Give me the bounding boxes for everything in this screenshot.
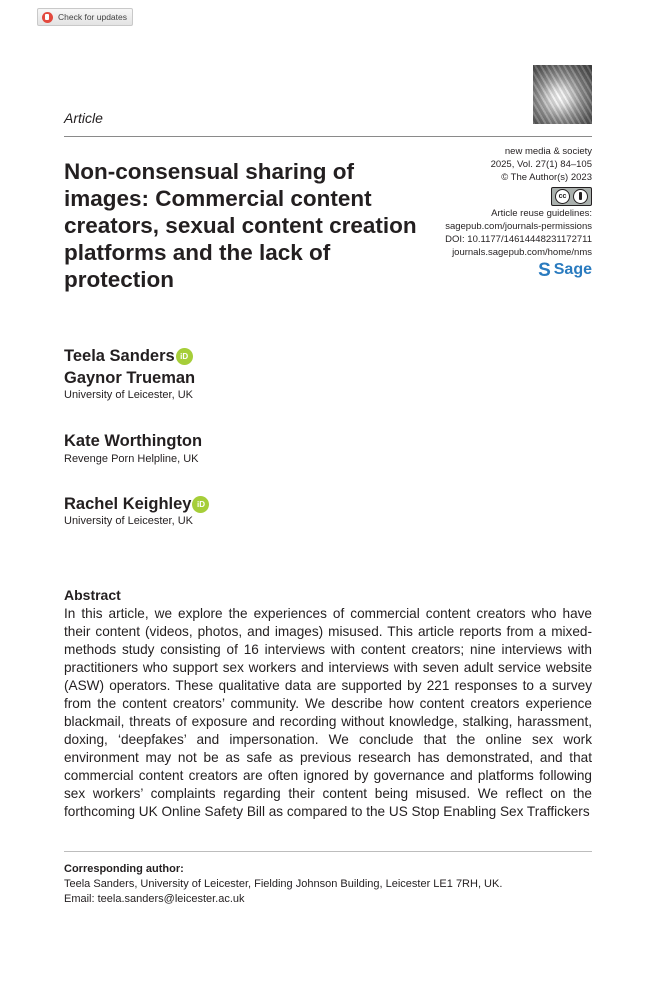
corresponding-author-address: Teela Sanders, University of Leicester, Fielding Johnson Building, Leicester LE1 7RH, UK. bbox=[64, 878, 503, 890]
footnote-divider bbox=[64, 851, 592, 852]
check-for-updates-badge[interactable] bbox=[37, 8, 133, 26]
abstract-heading: Abstract bbox=[64, 587, 121, 603]
sage-mark-icon: S bbox=[538, 259, 551, 281]
author-name: Kate Worthington bbox=[64, 432, 203, 450]
author-name: Gaynor Trueman bbox=[64, 369, 196, 387]
abstract-text: In this article, we explore the experiences of commercial content creators who have their content (videos, photos, and images) misused. This article reports from a mixed-methods study consisting of 16 interviews with content creators; nine interviews with practitioners who support sex workers and interviews with seven adult service website (ASW) operators. These qualitative data are supported by 221 responses to a survey from the content creators’ community. We describe how content creators experience blackmail, threats of exposure and recording without knowledge, stalking, harassment, doxing, ‘deepfakes’ and impersonation. We conclude that the online sex work environment may not be as safe as previous research has demonstrated, and that commercial content creators are often ignored by governance and platforms following sex workers’ complaints regarding their content being misused. We reflect on the forthcoming UK Online Safety Bill as compared to the US Stop Enabling Sex Traffickers bbox=[64, 606, 592, 819]
author-name: Rachel Keighley bbox=[64, 495, 192, 513]
bookmark-icon bbox=[42, 12, 53, 23]
corresponding-author-heading: Corresponding author: bbox=[64, 863, 184, 875]
journal-homepage-link[interactable]: journals.sagepub.com/home/nms bbox=[452, 246, 592, 258]
affiliation-university-of-leicester: University of Leicester, UK bbox=[64, 515, 193, 527]
journal-cover-image bbox=[533, 65, 592, 124]
creative-commons-by-icon bbox=[573, 189, 588, 204]
doi-link[interactable]: DOI: 10.1177/14614448231172711 bbox=[445, 233, 592, 245]
journal-citation: 2025, Vol. 27(1) 84–105 bbox=[490, 158, 592, 170]
journal-name: new media & society bbox=[504, 146, 592, 157]
author-name: Teela Sanders bbox=[64, 347, 175, 365]
sage-logo bbox=[538, 259, 592, 281]
cc-icon: cc bbox=[555, 189, 570, 204]
header-divider bbox=[64, 136, 592, 137]
article-title: Non-consensual sharing of images: Commercial content creators, sexual content creation platforms and the lack of protection bbox=[64, 159, 417, 292]
permissions-link[interactable]: sagepub.com/journals-permissions bbox=[445, 221, 592, 233]
orcid-icon[interactable]: iD bbox=[176, 348, 193, 365]
creative-commons-badge[interactable] bbox=[551, 187, 592, 206]
orcid-icon[interactable]: iD bbox=[192, 496, 209, 513]
affiliation-revenge-porn-helpline: Revenge Porn Helpline, UK bbox=[64, 453, 199, 465]
journal-metadata bbox=[382, 146, 592, 280]
author-kate-worthington bbox=[64, 432, 202, 451]
copyright-notice: © The Author(s) 2023 bbox=[501, 171, 592, 183]
author-rachel-keighley bbox=[64, 495, 209, 514]
sage-wordmark: Sage bbox=[553, 261, 592, 279]
check-for-updates-label: Check for updates bbox=[58, 12, 127, 22]
author-teela-sanders bbox=[64, 347, 193, 366]
article-type-label: Article bbox=[64, 110, 103, 126]
author-gaynor-trueman bbox=[64, 369, 195, 388]
corresponding-author-email[interactable]: Email: teela.sanders@leicester.ac.uk bbox=[64, 893, 245, 905]
reuse-guidelines-label: Article reuse guidelines: bbox=[491, 208, 592, 220]
affiliation-university-of-leicester: University of Leicester, UK bbox=[64, 389, 193, 401]
